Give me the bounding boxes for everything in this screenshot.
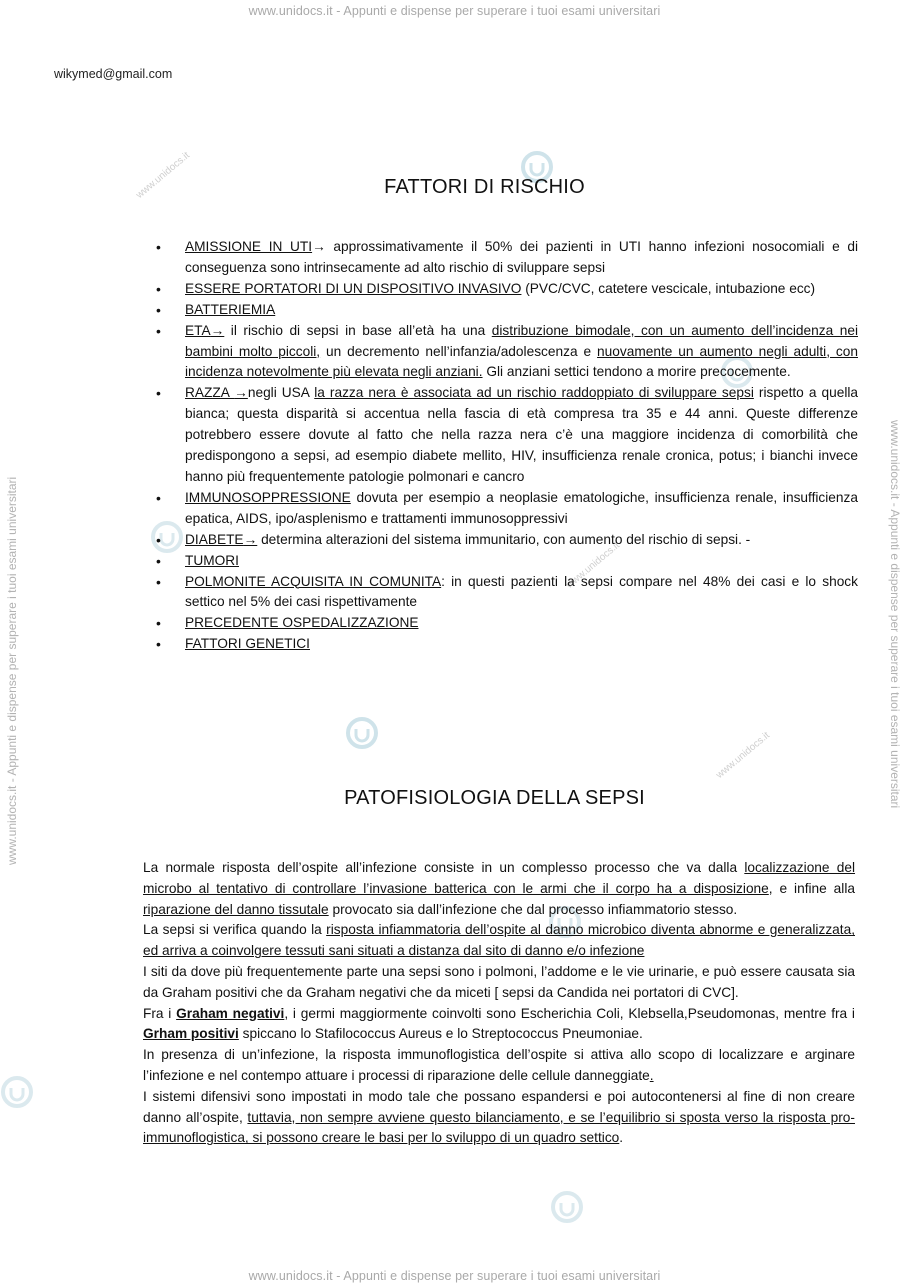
list-item: • ESSERE PORTATORI DI UN DISPOSITIVO INVASIVO (PVC/CVC, catetere vescicale, intubazione ecc) <box>150 279 858 300</box>
list-item: • RAZZA →negli USA la razza nera è associata ad un rischio raddoppiato di sviluppare sepsi rispetto a quella bianca; questa disparità si accentua nella fascia di età compresa tra 35 e 44 anni. Queste differenze potrebbero essere dovute al fatto che nella razza nera c’è una maggiore incidenza di comorbilità che predispongono a sepsi, ad esempio diabete mellito, HIV, insufficienza renale cronica, potus; i bianchi invece hanno più frequentemente patologie polmonari e cancro <box>156 385 859 484</box>
bullet-icon: • <box>156 385 161 402</box>
bullet-icon: • <box>156 615 161 632</box>
section-title-risk-factors: FATTORI DI RISCHIO <box>384 176 585 198</box>
unidocs-logo-icon <box>550 1190 584 1224</box>
list-item: • POLMONITE ACQUISITA IN COMUNITA: in questi pazienti la sepsi compare nel 48% dei casi e lo shock settico nel 5% dei casi rispettivamente <box>156 573 858 610</box>
author-email: wikymed@gmail.com <box>54 67 173 81</box>
paragraph: Fra i Graham negativi, i germi maggiormente coinvolti sono Escherichia Coli, Klebsella,Pseudomonas, mentre fra i Grham positivi spiccano lo Stafilococcus Aureus e lo Streptococcus Pneumoniae. <box>143 1005 855 1042</box>
section-title-pathophysiology: PATOFISIOLOGIA DELLA SEPSI <box>344 787 645 809</box>
list-item: • ETA→ il rischio di sepsi in base all’età ha una distribuzione bimodale, con un aumento dell’incidenza nei bambini molto piccoli, un decremento nell’infanzia/adolescenza e nuovamente un aumento negli adulti, con incidenza notevolmente più elevata negli anziani. Gli anziani settici tendono a morire precocemente. <box>156 322 858 380</box>
list-item: • TUMORI <box>150 551 858 572</box>
paragraph: I siti da dove più frequentemente parte una sepsi sono i polmoni, l’addome e le vie urinarie, e può essere causata sia da Graham positivi che da Graham negativi che da miceti [ sepsi da Candida nei portatori di CVC]. <box>143 963 855 1000</box>
list-item: • DIABETE→ determina alterazioni del sistema immunitario, con aumento del rischio di sepsi. - <box>150 530 858 551</box>
bullet-icon: • <box>156 636 161 653</box>
bullet-icon: • <box>156 322 161 339</box>
paragraph: In presenza di un’infezione, la risposta immunoflogistica dell’ospite si attiva allo scopo di localizzare e arginare l’infezione e nel contempo attuare i processi di riparazione delle cellule danneggiate. <box>143 1047 855 1083</box>
unidocs-logo-icon <box>0 1075 34 1109</box>
watermark-diag: www.unidocs.it <box>134 150 192 201</box>
bullet-icon: • <box>156 552 161 569</box>
watermark-right: www.unidocs.it - Appunti e dispense per superare i tuoi esami universitari <box>888 420 902 809</box>
watermark-left: www.unidocs.it - Appunti e dispense per superare i tuoi esami universitari <box>5 476 19 865</box>
bullet-icon: • <box>156 531 161 548</box>
bullet-icon: • <box>156 489 161 506</box>
bullet-icon: • <box>156 239 161 255</box>
list-item: • IMMUNOSOPPRESSIONE dovuta per esempio a neoplasie ematologiche, insufficienza renale, insufficienza epatica, AIDS, ipo/asplenismo e trattamenti immunosoppressivi <box>156 489 858 526</box>
watermark-diag: www.unidocs.it <box>564 540 622 591</box>
paragraph: La sepsi si verifica quando la risposta infiammatoria dell’ospite al danno microbico diventa abnorme e generalizzata, ed arriva a coinvolgere tessuti sani situati a distanza dal sito di danno e/o infezione <box>143 922 855 959</box>
list-item: • BATTERIEMIA <box>150 300 858 321</box>
watermark-diag: www.unidocs.it <box>714 730 772 781</box>
list-item: • FATTORI GENETICI <box>150 634 858 655</box>
list-item: • PRECEDENTE OSPEDALIZZAZIONE <box>150 613 858 634</box>
pathophysiology-body <box>143 858 855 1149</box>
bullet-icon: • <box>156 573 161 590</box>
list-item: • AMISSIONE IN UTI→ approssimativamente il 50% dei pazienti in UTI hanno infezioni nosocomiali e di conseguenza sono intrinsecamente ad alto rischio di sviluppare sepsi <box>156 239 858 275</box>
bullet-icon: • <box>156 280 161 297</box>
unidocs-logo-icon <box>345 716 379 750</box>
risk-factors-list <box>150 237 858 655</box>
watermark-bottom: www.unidocs.it - Appunti e dispense per superare i tuoi esami universitari <box>248 1269 661 1283</box>
paragraph: La normale risposta dell’ospite all’infezione consiste in un complesso processo che va dalla localizzazione del microbo al tentativo di controllare l’invasione batterica con le armi che il corpo ha a disposizione, e infine alla riparazione del danno tissutale provocato sia dall’infezione che dal processo infiammatorio stesso. <box>143 860 856 917</box>
paragraph: I sistemi difensivi sono impostati in modo tale che possano espandersi e poi autocontenersi al fine di non creare danno all’ospite, tuttavia, non sempre avviene questo bilanciamento, e se l’equilibrio si sposta verso la risposta pro-immunoflogistica, si possono creare le basi per lo sviluppo di un quadro settico. <box>143 1088 855 1146</box>
bullet-icon: • <box>156 301 161 318</box>
watermark-top: www.unidocs.it - Appunti e dispense per superare i tuoi esami universitari <box>248 4 661 18</box>
